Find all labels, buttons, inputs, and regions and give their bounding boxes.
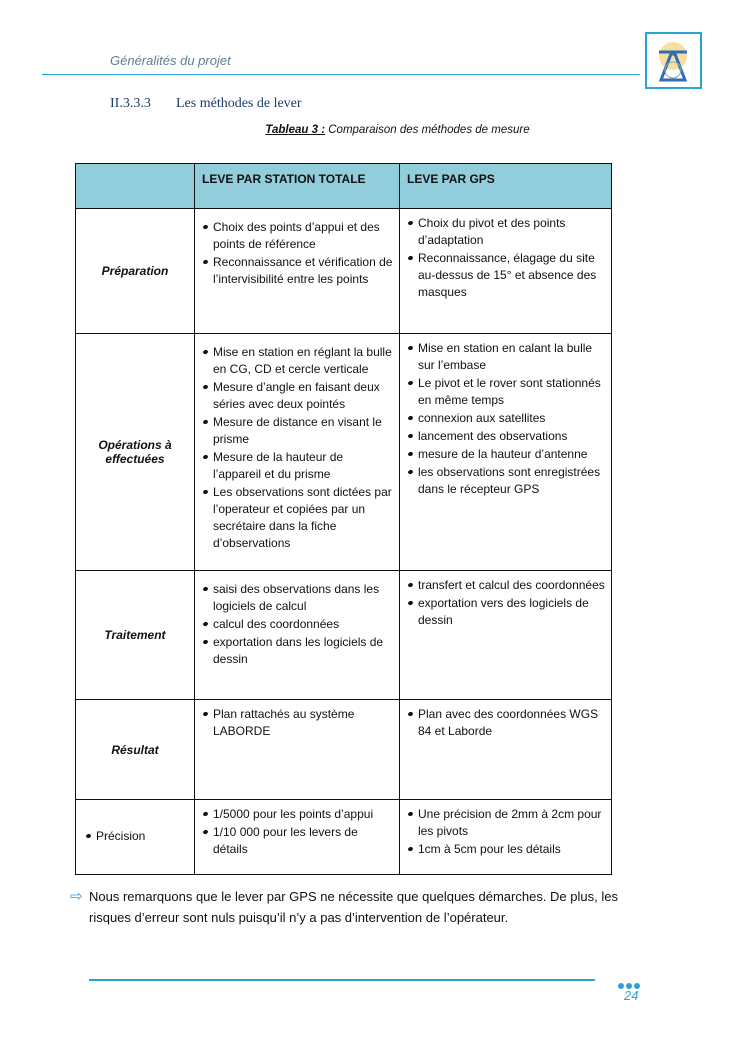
table-row	[76, 571, 612, 700]
table-row	[76, 334, 612, 571]
row-label-text: Traitement	[104, 628, 166, 642]
gps-cell	[400, 334, 612, 571]
page-number: 24	[624, 988, 639, 1003]
bullet-item: 1/5000 pour les points d’appui	[201, 806, 393, 823]
bullet-item: mesure de la hauteur d’antenne	[406, 446, 605, 463]
bullet-item: Reconnaissance, élagage du site au-dessus de 15° et absence des masques	[406, 250, 605, 301]
station-cell	[195, 571, 400, 700]
footer-rule	[89, 979, 595, 981]
running-header-title: Généralités du projet	[110, 53, 231, 68]
remark-text: Nous remarquons que le lever par GPS ne nécessite que quelques démarches. De plus, les risques d’erreur sont nuls puisqu’il n’y a pas d’intervention de l’opérateur.	[89, 889, 618, 925]
bullet-item: calcul des coordonnées	[201, 616, 393, 633]
row-label-text: Résultat	[111, 742, 159, 757]
station-cell	[195, 334, 400, 571]
bullet-item: exportation dans les logiciels de dessin	[201, 634, 393, 668]
station-cell	[195, 800, 400, 875]
row-label	[76, 209, 195, 334]
header-cell-station: LEVE PAR STATION TOTALE	[195, 164, 400, 209]
header-cell-gps: LEVE PAR GPS	[400, 164, 612, 209]
bullet-item: Mise en station en réglant la bulle en CG, CD et cercle verticale	[201, 344, 393, 378]
table-row	[76, 800, 612, 875]
bullet-item: exportation vers des logiciels de dessin	[406, 595, 605, 629]
gps-cell	[400, 571, 612, 700]
bullet-item: les observations sont enregistrées dans le récepteur GPS	[406, 464, 605, 498]
row-label-text: Préparation	[101, 264, 169, 278]
row-label	[76, 334, 195, 571]
bullet-item: Mise en station en calant la bulle sur l’embase	[406, 340, 605, 374]
caption-text: Comparaison des méthodes de mesure	[325, 124, 530, 136]
station-cell	[195, 700, 400, 800]
bullet-item: Une précision de 2mm à 2cm pour les pivots	[406, 806, 605, 840]
bullet-item: 1cm à 5cm pour les détails	[406, 841, 605, 858]
table-header-row	[76, 164, 612, 209]
gps-cell	[400, 209, 612, 334]
row-label-text: Précision	[84, 828, 194, 845]
bullet-item: 1/10 000 pour les levers de détails	[201, 824, 393, 858]
table-row	[76, 209, 612, 334]
bullet-item: Reconnaissance et vérification de l’intervisibilité entre les points	[201, 254, 393, 288]
bullet-item: Plan avec des coordonnées WGS 84 et Laborde	[406, 706, 605, 740]
bullet-item: Le pivot et le rover sont stationnés en même temps	[406, 375, 605, 409]
section-number: II.3.3.3	[110, 96, 151, 111]
caption-label: Tableau 3 :	[265, 124, 326, 136]
bullet-item: transfert et calcul des coordonnées	[406, 577, 605, 594]
section-title: Les méthodes de lever	[176, 96, 302, 111]
bullet-item: Mesure de la hauteur de l’appareil et du prisme	[201, 449, 393, 483]
bullet-item: Mesure d’angle en faisant deux séries avec deux pointés	[201, 379, 393, 413]
arrow-right-icon: ⇨	[70, 888, 83, 905]
bullet-item: Choix des points d’appui et des points de référence	[201, 219, 393, 253]
bullet-item: Plan rattachés au système LABORDE	[201, 706, 393, 740]
header-cell-empty	[76, 164, 195, 209]
bullet-item: saisi des observations dans les logiciels de calcul	[201, 581, 393, 615]
row-label	[76, 571, 195, 700]
row-label-text: Opérations à effectuées	[98, 438, 172, 466]
row-label	[76, 700, 195, 800]
station-cell	[195, 209, 400, 334]
bullet-item: Choix du pivot et des points d’adaptation	[406, 215, 605, 249]
comparison-table	[75, 163, 612, 875]
header-rule	[42, 74, 640, 75]
table-row	[76, 700, 612, 800]
bullet-item: lancement des observations	[406, 428, 605, 445]
bullet-item: Mesure de distance en visant le prisme	[201, 414, 393, 448]
bullet-item: connexion aux satellites	[406, 410, 605, 427]
bullet-item: Les observations sont dictées par l’operateur et copiées par un secrétaire dans la fiche d’observations	[201, 484, 393, 552]
gps-cell	[400, 800, 612, 875]
row-label	[76, 800, 195, 875]
remark-paragraph	[70, 886, 650, 928]
section-heading	[110, 96, 302, 112]
institution-logo	[645, 32, 702, 89]
table-caption	[0, 124, 745, 136]
gps-cell	[400, 700, 612, 800]
